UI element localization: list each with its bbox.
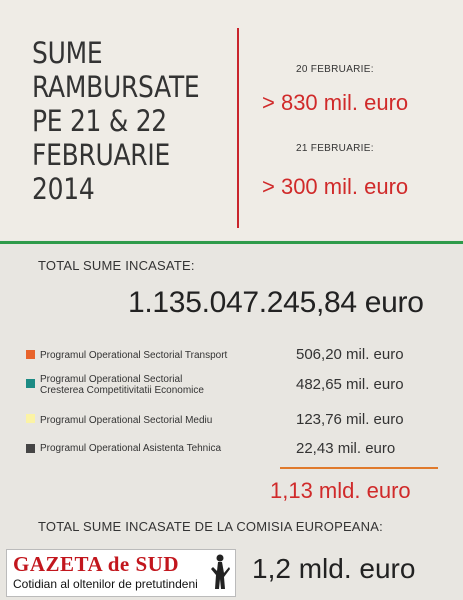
headline-line: SUME (32, 36, 103, 70)
headline-line: 2014 (32, 172, 95, 206)
bullet-icon (26, 379, 35, 388)
amount-value: > 300 mil. euro (262, 174, 409, 199)
newspaper-logo (6, 549, 236, 597)
total-value: 1.135.047.245,84 euro (128, 286, 424, 319)
program-name: Programul Operational Sectorial Mediu (40, 415, 213, 426)
headline-line: RAMBURSATE (32, 70, 200, 104)
logo-title: GAZETA de SUD (13, 552, 179, 576)
bullet-icon (26, 444, 35, 453)
sum-total: 1,13 mld. euro (270, 478, 411, 503)
sum-underline (280, 467, 438, 469)
ec-label: TOTAL SUME INCASATE DE LA COMISIA EUROPEANA: (38, 519, 383, 534)
ec-value: 1,2 mld. euro (252, 553, 416, 584)
program-name: Programul Operational Sectorial Cresterea Competitivitatii Economice (40, 374, 204, 396)
program-value: 506,20 mil. euro (296, 346, 404, 363)
logo-subtitle: Cotidian al oltenilor de pretutindeni (13, 577, 198, 591)
bullet-icon (26, 350, 35, 359)
date-label: 21 FEBRUARIE: (296, 143, 374, 154)
vertical-divider (237, 28, 239, 228)
program-name: Programul Operational Asistenta Tehnica (40, 443, 222, 454)
amount-value: > 830 mil. euro (262, 90, 409, 115)
total-label: TOTAL SUME INCASATE: (38, 258, 195, 273)
statue-icon (209, 553, 231, 591)
program-name: Programul Operational Sectorial Transport (40, 350, 228, 361)
program-value: 123,76 mil. euro (296, 411, 404, 428)
bullet-icon (26, 414, 35, 423)
headline-line: FEBRUARIE (32, 138, 170, 172)
program-value: 482,65 mil. euro (296, 376, 404, 393)
headline-line: PE 21 & 22 (32, 104, 167, 138)
headline (32, 36, 200, 206)
program-value: 22,43 mil. euro (296, 440, 396, 457)
date-label: 20 FEBRUARIE: (296, 64, 374, 75)
